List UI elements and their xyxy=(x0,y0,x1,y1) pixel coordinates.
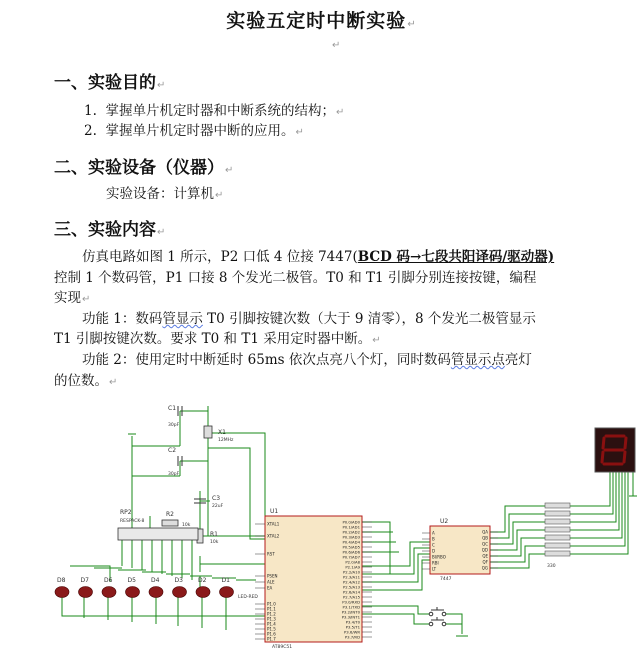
resistor-pack-rp2 xyxy=(118,528,198,540)
pin-label: P2.4/A12 xyxy=(342,579,360,585)
objective-item: 1. 掌握单片机定时器和中断系统的结构；↵ xyxy=(84,103,345,119)
pin-label: P0.4/AD4 xyxy=(342,539,360,545)
led-d8 xyxy=(55,577,69,598)
seven-segment-display xyxy=(595,428,635,472)
segment-resistor xyxy=(545,535,570,540)
paragraph-mark: ↵ xyxy=(332,40,341,51)
pin-label: PSEN xyxy=(267,573,278,579)
label-u2-part: 7447 xyxy=(440,577,452,582)
content-line: T1 引脚按键次数。要求 T0 和 T1 采用定时器中断。↵ xyxy=(54,331,381,347)
section-heading-content: 三、实验内容↵ xyxy=(54,220,166,240)
pin-label: QB xyxy=(482,535,488,541)
segment-resistor xyxy=(545,511,570,516)
led-d7 xyxy=(79,577,93,598)
pin-label: P0.6/AD6 xyxy=(342,549,360,555)
label-c3-value: 22uF xyxy=(212,504,224,509)
pin-label: XTAL1 xyxy=(267,521,280,527)
led-d5 xyxy=(126,577,140,598)
label-rp2: RP2 xyxy=(120,509,132,516)
content-line: 实现↵ xyxy=(54,290,91,306)
pin-label: P1.3 xyxy=(267,616,276,622)
led-d1 xyxy=(220,577,234,598)
pin-label: LT xyxy=(432,566,437,572)
pin-label: EA xyxy=(267,585,273,591)
segment-resistor xyxy=(545,527,570,532)
segment-resistor xyxy=(545,519,570,524)
label-c2: C2 xyxy=(168,447,177,454)
pin-label: QA xyxy=(482,529,488,535)
pin-label: BI/RBO xyxy=(432,554,446,560)
pin-label: P2.1/A9 xyxy=(345,564,360,570)
led-label: D4 xyxy=(151,577,160,584)
label-segment-resistor: 330 xyxy=(547,564,556,569)
led-d3 xyxy=(173,577,187,598)
led-row xyxy=(55,577,234,598)
pin-label: P3.1/TXD xyxy=(342,604,360,610)
section-heading-equipment: 二、实验设备（仪器）↵ xyxy=(54,158,234,178)
led-label: D1 xyxy=(221,577,230,584)
equipment-text: 实验设备：计算机↵ xyxy=(106,186,224,202)
decoder-description: BCD 码→七段共阳译码/驱动器) xyxy=(357,249,555,265)
pin-label: XTAL2 xyxy=(267,533,280,539)
pin-label: A xyxy=(432,530,435,536)
crystal-x1 xyxy=(204,426,212,438)
pin-label: P0.5/AD5 xyxy=(342,544,360,550)
pin-label: C xyxy=(432,542,435,548)
pin-label: P3.3/INT1 xyxy=(341,614,360,620)
u1-right-pins xyxy=(342,520,372,640)
pin-label: P2.0/A8 xyxy=(345,559,360,565)
pin-label: P1.4 xyxy=(267,621,276,627)
pin-label: P1.7 xyxy=(267,636,276,642)
pin-label: RBI xyxy=(432,560,439,566)
segment-resistors xyxy=(545,503,570,556)
objective-item: 2. 掌握单片机定时器中断的应用。↵ xyxy=(84,123,304,139)
label-x1: X1 xyxy=(218,429,226,436)
pin-label: P2.7/A15 xyxy=(342,594,360,600)
pin-label: P0.1/AD1 xyxy=(342,524,360,530)
pin-label: QF xyxy=(482,559,488,565)
pin-label: QG xyxy=(481,565,488,571)
segment-resistor xyxy=(545,543,570,548)
content-line: 的位数。↵ xyxy=(54,373,118,389)
pin-label: P1.2 xyxy=(267,611,276,617)
label-u1-part: AT89C51 xyxy=(272,645,293,650)
pin-label: QE xyxy=(482,553,488,559)
led-label: D7 xyxy=(80,577,89,584)
content-line: 功能 2：使用定时中断延时 65ms 依次点亮八个灯，同时数码管显示点亮灯 xyxy=(82,352,532,368)
paragraph-mark: ↵ xyxy=(407,19,417,30)
pin-label: D xyxy=(432,548,436,554)
pin-label: B xyxy=(432,536,435,542)
section-heading-objectives: 一、实验目的↵ xyxy=(54,73,166,93)
content-line: 仿真电路如图 1 所示，P2 口低 4 位接 7447(BCD 码→七段共阳译码/驱动器) xyxy=(82,249,555,265)
led-d2 xyxy=(196,577,210,598)
pin-label: P0.3/AD3 xyxy=(342,534,360,540)
label-r2-value: 10k xyxy=(182,523,191,528)
segment-resistor xyxy=(545,551,570,556)
label-r1-value: 10k xyxy=(210,540,219,545)
pin-label: QD xyxy=(481,547,488,553)
pin-label: P2.6/A14 xyxy=(342,589,360,595)
label-c3: C3 xyxy=(212,495,221,502)
pin-label: P2.5/A13 xyxy=(342,584,360,590)
led-label: D3 xyxy=(174,577,183,584)
led-d6 xyxy=(102,577,116,598)
pin-label: P1.5 xyxy=(267,626,276,632)
pin-label: P1.1 xyxy=(267,606,276,612)
pin-label: P3.2/INT0 xyxy=(341,609,360,615)
pin-label: RST xyxy=(267,551,275,557)
segment-resistor xyxy=(545,503,570,508)
label-c1-value: 30pF xyxy=(168,423,180,428)
pin-label: P0.2/AD2 xyxy=(342,529,360,535)
content-line: 功能 1：数码管显示 T0 引脚按键次数（大于 9 清零），8 个发光二极管显示 xyxy=(82,311,536,327)
label-c1: C1 xyxy=(168,405,177,412)
pin-label: P0.0/AD0 xyxy=(342,519,360,525)
label-u2: U2 xyxy=(440,518,449,525)
pin-label: P3.0/RXD xyxy=(342,599,360,605)
label-x1-value: 12MHz xyxy=(218,438,234,443)
push-button-t0 xyxy=(429,607,446,616)
led-label: D6 xyxy=(104,577,113,584)
pin-label: P1.0 xyxy=(267,601,276,607)
label-c2-value: 30pF xyxy=(168,472,180,477)
pin-label: ALE xyxy=(267,579,275,585)
push-button-t1 xyxy=(429,617,446,626)
label-rp2-value: RESPACK-8 xyxy=(120,519,145,524)
label-u1: U1 xyxy=(270,508,279,515)
content-line: 控制 1 个数码管，P1 口接 8 个发光二极管。T0 和 T1 引脚分别连接按键，编程 xyxy=(54,270,537,286)
label-r1: R1 xyxy=(210,531,218,538)
document-title: 实验五定时中断实验↵ xyxy=(226,10,417,32)
pin-label: P0.7/AD7 xyxy=(342,554,360,560)
pin-label: QC xyxy=(482,541,488,547)
pin-label: P3.7/RD xyxy=(344,634,360,640)
led-label: D2 xyxy=(198,577,207,584)
led-d4 xyxy=(149,577,163,598)
resistor-r2 xyxy=(162,520,178,526)
led-label: D8 xyxy=(57,577,66,584)
label-led-part: LED-RED xyxy=(238,595,258,600)
circuit-diagram xyxy=(50,396,640,652)
label-r2: R2 xyxy=(166,511,174,518)
pin-label: P2.3/A11 xyxy=(342,574,360,580)
pin-label: P3.4/T0 xyxy=(345,619,360,625)
pin-label: P1.6 xyxy=(267,631,276,637)
pin-label: P3.5/T1 xyxy=(345,624,360,630)
pin-label: P2.2/A10 xyxy=(342,569,360,575)
pin-label: P3.6/WR xyxy=(344,629,360,635)
led-label: D5 xyxy=(127,577,136,584)
